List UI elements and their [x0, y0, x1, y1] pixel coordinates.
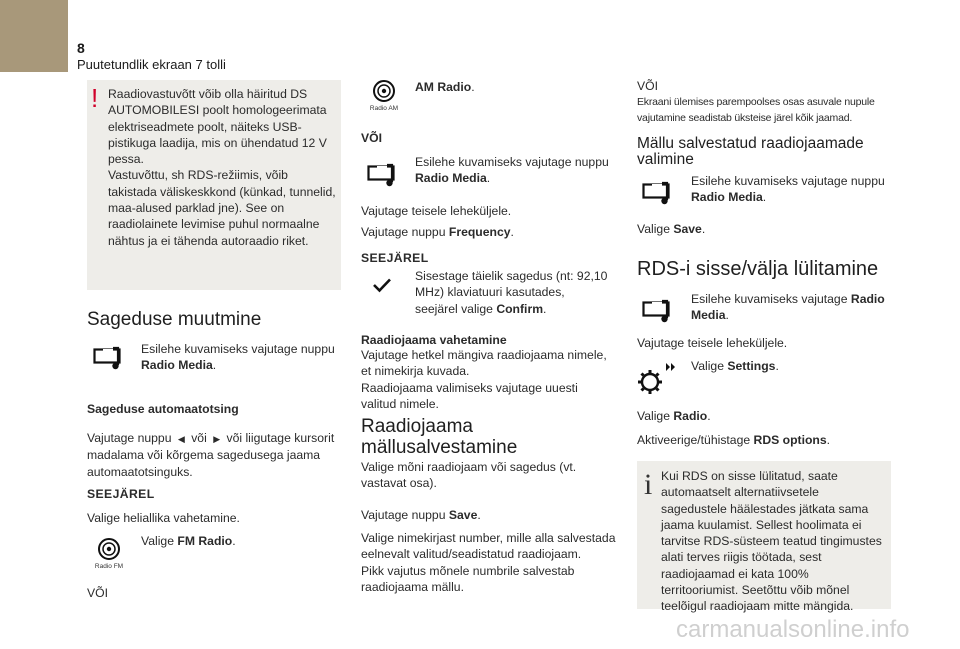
info-text: Kui RDS on sisse lülitatud, saate automaatselt alternatiivsetele sagedustele häälestades jätkata sama jaama kuulamist. Sellest hoolimata ei tarvitse RDS-süsteem teatud tingimustes alati terves riigis töötada, sest raadiojaamad ei kata 100% territooriumist. Seetõttu võib mõnel teelõigul raadiojaam mitte mängida. [661, 469, 882, 614]
select-save-text: Valige Save. [637, 222, 706, 236]
warning-text: Raadiovastuvõtt võib olla häiritud DS AUTOMOBILESI poolt homologeerimata elektriseadmete poolt, näiteks USB-pistikuga laadija, mis on ühendatud 12 V pessa. Vastuvõttu, sh RDS-režiimis, võib takistada väliskeskkond (künkad, tunnelid, maa-alused parklad jne). See on raadiolainete levimise puhul normaalne nähtus ja ei tähenda autoraadio riket. [108, 87, 336, 248]
radio-media-icon [93, 344, 123, 372]
section-heading-memorize: Raadiojaama mällusalvestamine [361, 416, 518, 458]
memorize-text: Valige nimekirjast number, mille alla salvestada eelnevalt valitud/seadistatud raadiojaam. Pikk vajutus mõnele numbrile salvestab raadiojaama mällu. [361, 531, 616, 594]
radio-media-icon-4 [642, 297, 672, 325]
radio-fm-icon [96, 536, 122, 562]
settings-gear-icon [636, 362, 676, 396]
press-media-text-4: Esilehe kuvamiseks vajutage Radio Media. [691, 292, 885, 323]
screen-note-text: Ekraani ülemises parempoolses osas asuvale nupule vajutamine seadistab üksteise järel kõik jaamad. [637, 96, 875, 124]
auto-search-heading: Sageduse automaatotsing [87, 402, 239, 416]
select-radio-text: Valige Radio. [637, 409, 711, 423]
station-change-heading: Raadiojaama vahetamine [361, 333, 507, 347]
then-label: SEEJÄREL [87, 487, 155, 501]
checkmark-icon [372, 277, 392, 293]
radio-media-icon-3 [642, 179, 672, 207]
arrow-left-icon: ◀ [177, 434, 185, 444]
select-fm-text: Valige FM Radio. [141, 534, 236, 548]
am-radio-label: AM Radio. [415, 80, 475, 94]
radio-media-icon-2 [367, 161, 397, 189]
or-label-3: VÕI [637, 79, 658, 93]
page-number: 8 [77, 40, 85, 56]
then-label-2: SEEJÄREL [361, 251, 429, 265]
radio-am-icon [371, 78, 397, 104]
press-save-text: Vajutage nuppu Save. [361, 508, 481, 522]
radio-am-caption: Radio AM [369, 105, 399, 112]
page-corner-tab [0, 0, 68, 72]
page-title: Puutetundlik ekraan 7 tolli [77, 57, 226, 72]
or-label-2: VÕI [361, 131, 382, 145]
select-band-text: Valige heliallika vahetamine. [87, 511, 240, 525]
station-change-text: Vajutage hetkel mängiva raadiojaama nimele, et nimekirja kuvada. Raadiojaama valimiseks vajutage uuesti valitud nimele. [361, 348, 607, 411]
section-heading-rds: RDS-i sisse/välja lülitamine [637, 258, 879, 280]
press-media-text: Esilehe kuvamiseks vajutage nuppu Radio Media. [141, 342, 335, 373]
second-page-text-3: Vajutage teisele leheküljele. [637, 336, 788, 350]
second-page-text: Vajutage teisele leheküljele. [361, 204, 512, 218]
watermark: carmanualsonline.info [676, 616, 910, 643]
rds-options-text: Aktiveerige/tühistage RDS options. [637, 433, 831, 447]
arrow-right-icon: ▶ [213, 434, 221, 444]
press-frequency-text: Vajutage nuppu Frequency. [361, 225, 514, 239]
memorize-select-text: Valige mõni raadiojaam või sagedus (vt. vastavat osa). [361, 460, 577, 491]
radio-fm-caption: Radio FM [94, 563, 124, 570]
section-heading-select-stored: Mällu salvestatud raadiojaamade valimine [637, 135, 864, 168]
press-media-text-3: Esilehe kuvamiseks vajutage nuppu Radio Media. [691, 174, 885, 205]
press-media-text-2: Esilehe kuvamiseks vajutage nuppu Radio Media. [415, 155, 609, 186]
or-label: VÕI [87, 586, 108, 600]
enter-frequency-text: Sisestage täielik sagedus (nt: 92,10 MHz) klaviatuuri kasutades, seejärel valige Confirm. [415, 269, 608, 316]
info-icon: i [644, 468, 653, 501]
auto-search-text: Vajutage nuppu ◀ või ▶ või liigutage kursorit madalama või kõrgema sagedusega jaama automaatotsinguks. [87, 431, 335, 479]
warning-icon: ! [91, 83, 99, 113]
select-settings-text: Valige Settings. [691, 359, 779, 373]
section-heading-frequency: Sageduse muutmine [87, 309, 262, 330]
